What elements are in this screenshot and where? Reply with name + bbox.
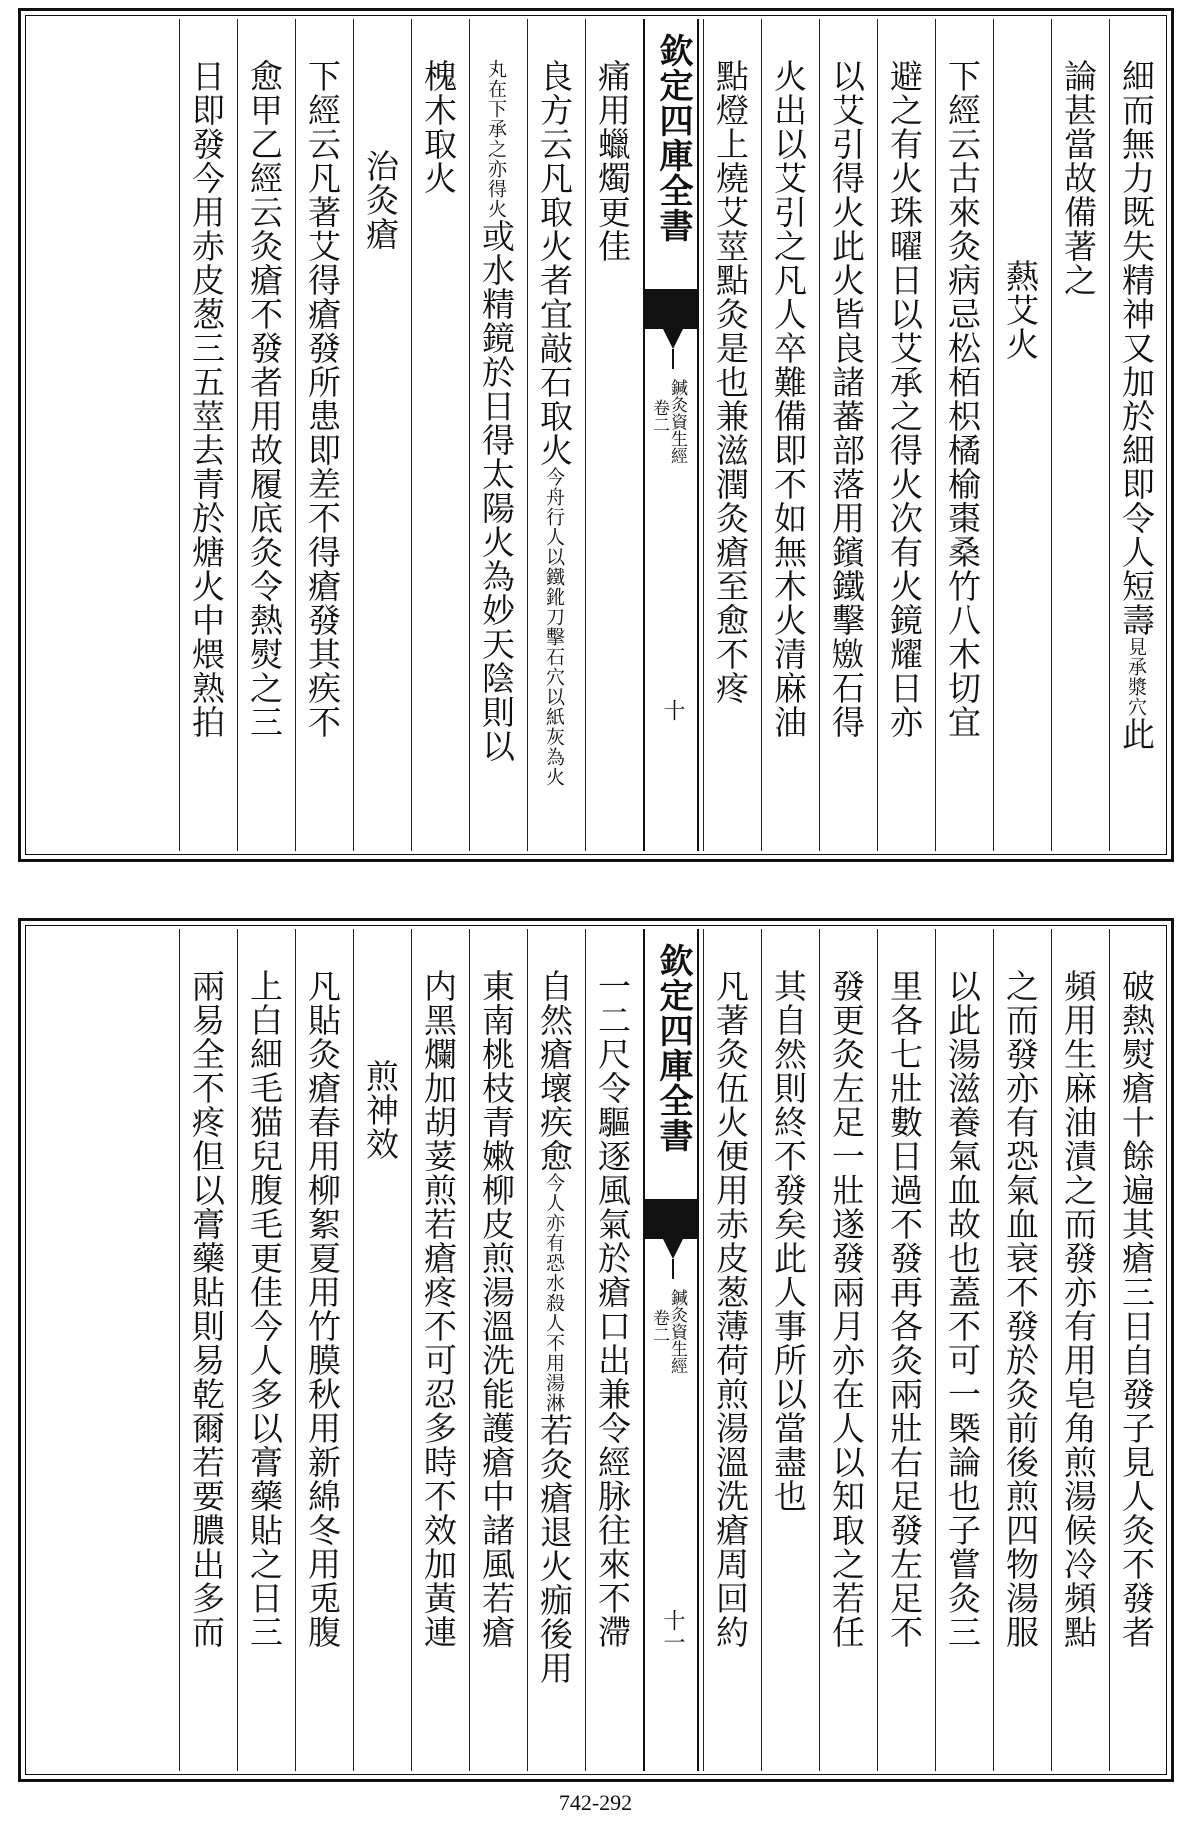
bottom-columns xyxy=(29,929,1163,1771)
text-column: 其自然則終不發矣此人事所以當盡也 xyxy=(761,929,815,1771)
text-column: 凡著灸伍火便用赤皮葱薄荷煎湯溫洗瘡周回約 xyxy=(703,929,757,1771)
text-column: 以此湯滋養氣血故也蓋不可一槩論也子嘗灸三 xyxy=(935,929,989,1771)
text-column: 一二尺令驅逐風氣於瘡口出兼令經脉往來不滯 xyxy=(585,929,639,1771)
text-column: 痛用蠟燭更佳 xyxy=(585,19,639,851)
inline-note: 今人亦有恐水殺人不用湯淋 xyxy=(543,1173,565,1413)
inline-note: 見承漿穴 xyxy=(1125,637,1147,717)
library-title: 欽定四庫全書 xyxy=(653,943,693,1153)
text-column: 破熱熨瘡十餘遍其瘡三日自發子見人灸不發者 xyxy=(1109,929,1163,1771)
text-column: 内黑爛加胡荽煎若瘡疼不可忍多時不效加黃連 xyxy=(411,929,465,1771)
inline-note: 丸在下承之亦得火 xyxy=(485,59,507,219)
page-number: 十一 xyxy=(660,1609,685,1653)
text-column: 下經云凡著艾得瘡發所患即差不得瘡發其疾不 xyxy=(295,19,349,851)
text-column: 良方云凡取火者宜敲石取火今舟行人以鐵鈋刀擊石穴以紙灰為火 xyxy=(527,19,581,851)
page-number: 十 xyxy=(660,699,685,721)
text-column: 自然瘡壞疾愈今人亦有恐水殺人不用湯淋若灸瘡退火痂後用 xyxy=(527,929,581,1771)
section-heading: 治灸瘡 xyxy=(353,19,407,851)
center-fold xyxy=(643,19,699,851)
bottom-page xyxy=(18,918,1174,1782)
text-column: 上白細毛猫兒腹毛更佳今人多以膏藥貼之日三 xyxy=(237,929,291,1771)
volume-label: 卷二 xyxy=(649,399,669,433)
text-column: 槐木取火 xyxy=(411,19,465,851)
volume-label: 卷二 xyxy=(649,1309,669,1343)
fishtail-mark xyxy=(645,1199,697,1239)
fishtail-mark xyxy=(645,289,697,329)
inline-note: 今舟行人以鐵鈋刀擊石穴以紙灰為火 xyxy=(543,467,565,787)
library-title: 欽定四庫全書 xyxy=(653,33,693,243)
text-column: 凡貼灸瘡春用柳絮夏用竹膜秋用新綿冬用兎腹 xyxy=(295,929,349,1771)
text-column: 點燈上燒艾莖點灸是也兼滋潤灸瘡至愈不疼 xyxy=(703,19,757,851)
text-column: 之而發亦有恐氣血衰不發於灸前後煎四物湯服 xyxy=(993,929,1047,1771)
text-column: 里各七壯數日過不發再各灸兩壯右足發左足不 xyxy=(877,929,931,1771)
section-heading: 爇艾火 xyxy=(993,19,1047,851)
book-title: 鍼灸資生經 xyxy=(667,1289,687,1374)
text-column: 兩易全不疼但以膏藥貼則易乾爾若要膿出多而 xyxy=(179,929,233,1771)
top-columns xyxy=(29,19,1163,851)
center-fold xyxy=(643,929,699,1771)
text-column: 火出以艾引之凡人卒難備即不如無木火清麻油 xyxy=(761,19,815,851)
text-column: 頻用生麻油漬之而發亦有用皂角煎湯候冷頻點 xyxy=(1051,929,1105,1771)
text-column: 論甚當故備著之 xyxy=(1051,19,1105,851)
book-title: 鍼灸資生經 xyxy=(667,379,687,464)
text-column: 以艾引得火此火皆良諸蕃部落用鑌鐵擊𥐊石得 xyxy=(819,19,873,851)
text-column: 日即發今用赤皮葱三五莖去青於煻火中煨熟拍 xyxy=(179,19,233,851)
text-column: 細而無力既失精神又加於細即令人短壽見承漿穴此 xyxy=(1109,19,1163,851)
text-column: 避之有火珠曜日以艾承之得火次有火鏡耀日亦 xyxy=(877,19,931,851)
fishtail-line xyxy=(672,349,674,369)
text-column: 下經云古來灸病忌松栢枳橘榆棗桑竹八木切宜 xyxy=(935,19,989,851)
section-heading: 煎神效 xyxy=(353,929,407,1771)
text-column: 丸在下承之亦得火或水精鏡於日得太陽火為妙天陰則以 xyxy=(469,19,523,851)
text-column: 發更灸左足一壯遂發兩月亦在人以知取之若任 xyxy=(819,929,873,1771)
scan-page-number: 742-292 xyxy=(558,1790,633,1815)
fishtail-line xyxy=(672,1259,674,1279)
text-column: 愈甲乙經云灸瘡不發者用故履底灸令熱熨之三 xyxy=(237,19,291,851)
text-column: 東南桃枝青嫩柳皮煎湯溫洗能護瘡中諸風若瘡 xyxy=(469,929,523,1771)
top-page xyxy=(18,8,1174,862)
